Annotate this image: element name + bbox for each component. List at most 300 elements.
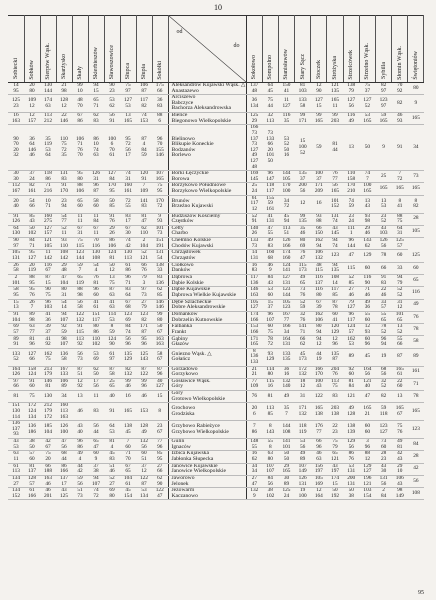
right-distance-cell	[262, 475, 278, 487]
distance-value: 100	[314, 170, 323, 177]
right-distance-cell	[343, 475, 359, 487]
distance-value: 30	[380, 468, 387, 475]
station-name: Gołańcz	[171, 356, 191, 363]
distance-value: 12	[316, 82, 322, 89]
distance-value: 47	[267, 225, 273, 231]
right-distance-cell	[392, 299, 408, 311]
distance-value: 93	[364, 328, 371, 335]
distance-value: 169	[314, 480, 323, 487]
distance-value: 161	[124, 188, 132, 195]
left-distance-cell	[40, 366, 56, 378]
left-distance-cell	[24, 213, 40, 225]
distance-value: 2	[14, 274, 18, 281]
distance-value: 124	[282, 262, 291, 268]
right-distance-cell	[278, 421, 294, 439]
distance-value: 145	[250, 175, 259, 182]
right-distance-cell	[359, 475, 375, 487]
right-distance-cell	[246, 366, 262, 378]
right-distance-cell	[359, 213, 375, 225]
distance-value: 15	[45, 279, 51, 286]
left-distance-cell	[88, 439, 104, 451]
distance-value: 163	[155, 335, 164, 342]
distance-value: 143	[140, 356, 148, 363]
right-distance-cell	[262, 488, 278, 500]
left-distance-cell	[104, 262, 120, 274]
right-distance-cell	[327, 95, 343, 113]
distance-value: 133	[298, 97, 307, 104]
distance-value: 56	[93, 383, 99, 390]
distance-value: 13	[364, 197, 371, 204]
right-distance-cell	[359, 463, 375, 475]
distance-value: 154	[124, 492, 132, 499]
left-distance-cell	[104, 475, 120, 487]
right-distance-cell	[343, 262, 359, 274]
station-name-cell	[168, 225, 246, 237]
left-distance-cell	[40, 311, 56, 323]
distance-value: 67	[316, 299, 322, 305]
left-distance-cell	[56, 83, 72, 95]
right-distance-cell	[262, 274, 278, 286]
distance-value: 54	[93, 262, 99, 268]
distance-value: 3	[142, 279, 146, 286]
left-distance-cell	[120, 262, 136, 274]
distance-value: 65	[109, 383, 115, 390]
distance-value: 49	[283, 392, 290, 399]
right-distance-cell	[278, 171, 294, 183]
distance-value: 160	[44, 213, 52, 219]
distance-value: 141	[298, 323, 307, 330]
distance-value: 76	[93, 274, 99, 281]
left-distance-cell	[8, 125, 24, 171]
right-distance-cell	[295, 475, 311, 487]
distance-value: 52	[364, 102, 371, 109]
distance-value: 73	[300, 286, 306, 293]
left-distance-cell	[8, 238, 24, 250]
distance-value: 97	[13, 242, 19, 249]
distance-value: 53	[141, 487, 147, 494]
distance-value: 77	[332, 175, 338, 182]
distance-value: 38	[267, 487, 273, 494]
left-distance-cell	[40, 213, 56, 225]
station-name: Borowa	[171, 175, 190, 182]
right-distance-cell	[408, 83, 424, 95]
right-distance-cell	[295, 238, 311, 250]
left-distance-cell	[56, 391, 72, 403]
left-distance-cell	[24, 488, 40, 500]
left-distance-cell	[136, 366, 152, 378]
distance-value: 106	[314, 316, 323, 323]
left-distance-cell	[120, 125, 136, 171]
distance-value: 83	[109, 455, 115, 462]
left-distance-cell	[136, 324, 152, 336]
distance-value: 216	[44, 188, 52, 195]
left-col-header: Sobiecki	[8, 16, 24, 83]
station-name: Brunów	[171, 197, 190, 204]
distance-value: 117	[250, 274, 259, 281]
distance-value: 7	[398, 170, 402, 177]
right-distance-cell	[246, 262, 262, 274]
right-distance-cell	[295, 348, 311, 366]
distance-value: 66	[300, 335, 306, 342]
left-distance-cell	[152, 324, 168, 336]
distance-value: 106	[140, 82, 148, 89]
distance-value: 77	[283, 316, 290, 323]
distance-value: 11	[45, 249, 51, 256]
distance-value: 75	[157, 182, 163, 189]
distance-value: 119	[44, 141, 52, 148]
left-distance-cell	[136, 421, 152, 439]
left-distance-cell	[56, 348, 72, 366]
right-distance-cell	[359, 488, 375, 500]
distance-value: 185	[44, 423, 52, 430]
distance-value: 43	[380, 463, 387, 469]
distance-value: 18	[300, 378, 306, 384]
right-distance-cell	[278, 366, 294, 378]
distance-value: 21	[61, 82, 67, 89]
right-distance-cell	[376, 125, 392, 171]
distance-value: 13	[348, 143, 354, 150]
distance-value: 132	[76, 316, 84, 323]
distance-value: 70	[397, 82, 403, 89]
distance-value: 83	[251, 267, 257, 274]
distance-value: 16	[283, 152, 290, 159]
distance-value: 104	[12, 316, 20, 323]
right-distance-cell	[262, 183, 278, 195]
distance-value: 125	[282, 487, 291, 494]
distance-value: 66	[141, 262, 147, 268]
distance-value: 191	[155, 242, 164, 249]
left-distance-cell	[24, 378, 40, 390]
distance-value: 87	[109, 366, 115, 372]
distance-value: 19	[380, 353, 387, 360]
distance-value: 62	[93, 112, 99, 119]
station-name-cell	[168, 95, 246, 113]
distance-value: 186	[28, 428, 36, 435]
distance-value: 88	[77, 182, 83, 189]
distance-value: 73	[77, 492, 83, 499]
left-distance-cell	[8, 421, 24, 439]
station-name: Chrząstówek	[171, 249, 201, 256]
distance-value: 50	[93, 371, 99, 378]
distance-value: 113	[76, 335, 84, 342]
left-distance-cell	[136, 238, 152, 250]
distance-value: 66	[29, 356, 35, 363]
distance-value: 105	[411, 227, 420, 234]
distance-value: 110	[60, 135, 68, 142]
distance-value: 77	[251, 378, 257, 384]
left-distance-cell	[72, 262, 88, 274]
right-distance-cell	[359, 336, 375, 348]
distance-value: 94	[93, 82, 99, 89]
right-distance-cell	[343, 95, 359, 113]
distance-value: 148	[250, 438, 259, 445]
distance-value: 116	[363, 274, 372, 281]
distance-value: 48	[77, 97, 83, 104]
distance-value: 9	[94, 455, 98, 462]
distance-value: 94	[316, 335, 322, 342]
distance-value: 55	[364, 311, 371, 317]
distance-value: 129	[331, 328, 339, 335]
distance-value: 70	[125, 455, 131, 462]
right-distance-cell	[246, 171, 262, 183]
distance-value: 118	[298, 423, 307, 430]
distance-value: 127	[363, 97, 372, 104]
table-row	[8, 403, 424, 421]
distance-value: 113	[44, 112, 52, 119]
distance-value: 93	[61, 237, 67, 244]
distance-value: 73	[141, 291, 147, 298]
distance-value: 23	[61, 197, 67, 204]
distance-value: 149	[298, 468, 307, 475]
distance-value: 99	[300, 213, 306, 219]
right-distance-cell	[262, 113, 278, 125]
distance-value: 34	[251, 463, 257, 469]
distance-value: 58	[77, 304, 83, 311]
distance-value: 70	[109, 146, 115, 153]
distance-value: 135	[298, 170, 307, 177]
distance-value: 91	[380, 274, 387, 281]
right-distance-cell	[262, 311, 278, 323]
right-distance-cell	[246, 391, 262, 403]
distance-value: 75	[45, 356, 51, 363]
distance-value: 146	[155, 152, 164, 159]
distance-value: 124	[347, 323, 356, 330]
right-distance-cell	[392, 225, 408, 237]
distance-value: 60	[93, 203, 99, 210]
distance-value: 53	[300, 438, 306, 445]
distance-value: 50	[364, 143, 371, 150]
left-distance-cell	[152, 262, 168, 274]
distance-value: 57	[348, 328, 354, 335]
distance-value: 76	[348, 455, 354, 462]
distance-value: 62	[157, 286, 163, 293]
distance-value: 7	[78, 267, 82, 274]
station-name-cell	[168, 421, 246, 439]
right-distance-cell	[262, 366, 278, 378]
distance-value: 90	[316, 87, 322, 94]
left-distance-cell	[40, 451, 56, 463]
distance-value: 92	[397, 87, 403, 94]
distance-value: 96	[141, 383, 147, 390]
station-name: Charbo	[171, 230, 188, 237]
distance-value: 53	[267, 286, 273, 293]
station-name-cell	[168, 183, 246, 195]
distance-value: 20	[267, 146, 273, 153]
right-distance-cell	[376, 274, 392, 286]
right-distance-cell	[343, 451, 359, 463]
left-distance-cell	[56, 287, 72, 299]
right-distance-cell	[262, 262, 278, 274]
left-distance-cell	[152, 299, 168, 311]
distance-value: 113	[266, 405, 275, 412]
distance-value: 149	[395, 492, 404, 499]
distance-value: 62	[157, 475, 163, 481]
distance-value: 104	[124, 475, 132, 481]
distance-value: 137	[314, 279, 323, 286]
distance-value: 166	[314, 366, 323, 372]
distance-value: 15	[157, 392, 163, 399]
right-distance-cell	[359, 311, 375, 323]
distance-value: 13	[125, 112, 131, 119]
left-distance-cell	[8, 83, 24, 95]
right-distance-cell	[408, 463, 424, 475]
distance-value: 188	[44, 468, 52, 475]
distance-value: 125	[250, 112, 259, 119]
right-distance-cell	[262, 324, 278, 336]
right-distance-cell	[311, 262, 327, 274]
station-name: Domanków	[171, 311, 198, 317]
left-distance-cell	[88, 274, 104, 286]
distance-value: 67	[157, 328, 163, 335]
distance-value: 84	[267, 475, 273, 481]
distance-value: 60	[93, 291, 99, 298]
distance-value: 36	[29, 135, 35, 142]
distance-value: 99	[300, 112, 306, 119]
left-distance-cell	[104, 366, 120, 378]
distance-value: 13	[380, 197, 387, 204]
distance-value: 36	[283, 366, 290, 372]
distance-value: 86	[251, 428, 257, 435]
left-distance-cell	[72, 475, 88, 487]
left-distance-cell	[104, 125, 120, 171]
distance-value: 91	[13, 213, 19, 219]
distance-value: 54	[61, 299, 67, 305]
distance-value: 121	[347, 392, 356, 399]
right-distance-cell	[246, 238, 262, 250]
right-distance-cell	[408, 262, 424, 274]
right-distance-cell	[246, 451, 262, 463]
distance-value: 11	[77, 218, 83, 225]
distance-value: 87	[141, 87, 147, 94]
distance-value: 97	[13, 378, 19, 384]
distance-value: 82	[29, 182, 35, 189]
distance-value: 26	[109, 230, 115, 237]
distance-value: 67	[125, 463, 131, 469]
distance-value: 53	[283, 135, 290, 142]
distance-value: 174	[250, 311, 259, 317]
left-distance-cell	[136, 475, 152, 487]
right-distance-cell	[408, 488, 424, 500]
distance-value: 63	[267, 450, 273, 457]
distance-value: 81	[267, 392, 273, 399]
distance-value: 131	[331, 213, 339, 219]
distance-value: 173	[298, 267, 307, 274]
distance-value: 12	[397, 304, 403, 311]
distance-value: 84	[29, 237, 35, 244]
distance-value: 60	[141, 450, 147, 457]
left-distance-cell	[72, 348, 88, 366]
distance-value: 103	[379, 230, 388, 237]
right-distance-cell	[311, 113, 327, 125]
right-distance-cell	[311, 463, 327, 475]
station-name: Jelonek	[171, 480, 189, 487]
distance-value: 92	[348, 366, 354, 372]
distance-value: 19	[316, 356, 322, 363]
distance-value: 95	[157, 455, 163, 462]
left-distance-cell	[152, 378, 168, 390]
distance-value: 56	[380, 480, 387, 487]
left-distance-cell	[136, 225, 152, 237]
distance-value: 85	[332, 291, 338, 298]
distance-value: 119	[76, 279, 84, 286]
station-name: Kaczanowo	[171, 492, 198, 499]
distance-value: 98	[77, 291, 83, 298]
distance-value: 19	[300, 487, 306, 494]
right-distance-cell	[408, 403, 424, 421]
distance-value: 44	[316, 350, 322, 357]
distance-value: 33	[157, 267, 163, 274]
distance-value: 89	[283, 480, 290, 487]
right-distance-cell	[295, 439, 311, 451]
distance-value: 55	[251, 443, 257, 450]
distance-value: 132	[124, 371, 132, 378]
distance-value: 212	[44, 402, 52, 409]
distance-value: 76	[397, 428, 403, 435]
right-distance-cell	[376, 366, 392, 378]
right-distance-cell	[262, 287, 278, 299]
distance-value: 44	[77, 463, 83, 469]
distance-value: 138	[124, 423, 132, 430]
left-distance-cell	[120, 225, 136, 237]
distance-value: 88	[157, 112, 163, 119]
distance-value: 179	[44, 371, 52, 378]
distance-value: 66	[157, 87, 163, 94]
distance-value: 82	[141, 316, 147, 323]
distance-value: 154	[363, 492, 372, 499]
distance-value: 34	[283, 197, 290, 204]
left-distance-cell	[56, 439, 72, 451]
distance-value: 137	[60, 475, 68, 481]
table-row	[8, 336, 424, 348]
distance-value: 113	[282, 225, 291, 231]
distance-value: 90	[364, 279, 371, 286]
distance-value: 128	[60, 97, 68, 104]
left-col-header: Słupca	[120, 16, 136, 83]
right-distance-cell	[278, 195, 294, 213]
station-name: Góry	[171, 383, 183, 390]
distance-value: 165	[331, 97, 339, 104]
right-distance-cell	[278, 225, 294, 237]
station-name: Grodziska	[171, 410, 195, 417]
right-distance-cell	[392, 83, 408, 95]
right-distance-cell	[278, 287, 294, 299]
right-distance-cell	[246, 475, 262, 487]
distance-value: 66	[45, 463, 51, 469]
distance-value: 96	[93, 286, 99, 293]
distance-value: 71	[93, 102, 99, 109]
left-distance-cell	[8, 299, 24, 311]
distance-value: 15	[267, 299, 273, 305]
left-distance-cell	[104, 439, 120, 451]
distance-value: 89	[300, 455, 306, 462]
distance-value: 121	[363, 378, 372, 384]
distance-value: 144	[76, 255, 84, 262]
left-distance-cell	[88, 451, 104, 463]
right-distance-cell	[327, 391, 343, 403]
distance-value: 29	[397, 463, 403, 469]
distance-value: 134	[12, 475, 20, 481]
distance-value: 52	[380, 218, 387, 225]
distance-value: 163	[155, 341, 164, 348]
distance-value: 100	[298, 143, 307, 150]
right-distance-cell	[311, 287, 327, 299]
distance-value: 80	[300, 237, 306, 244]
distance-value: 131	[250, 255, 259, 262]
od-do-header	[168, 16, 246, 83]
distance-value: 112	[12, 182, 20, 189]
distance-value: 73	[251, 242, 257, 249]
distance-value: 94	[380, 341, 387, 348]
